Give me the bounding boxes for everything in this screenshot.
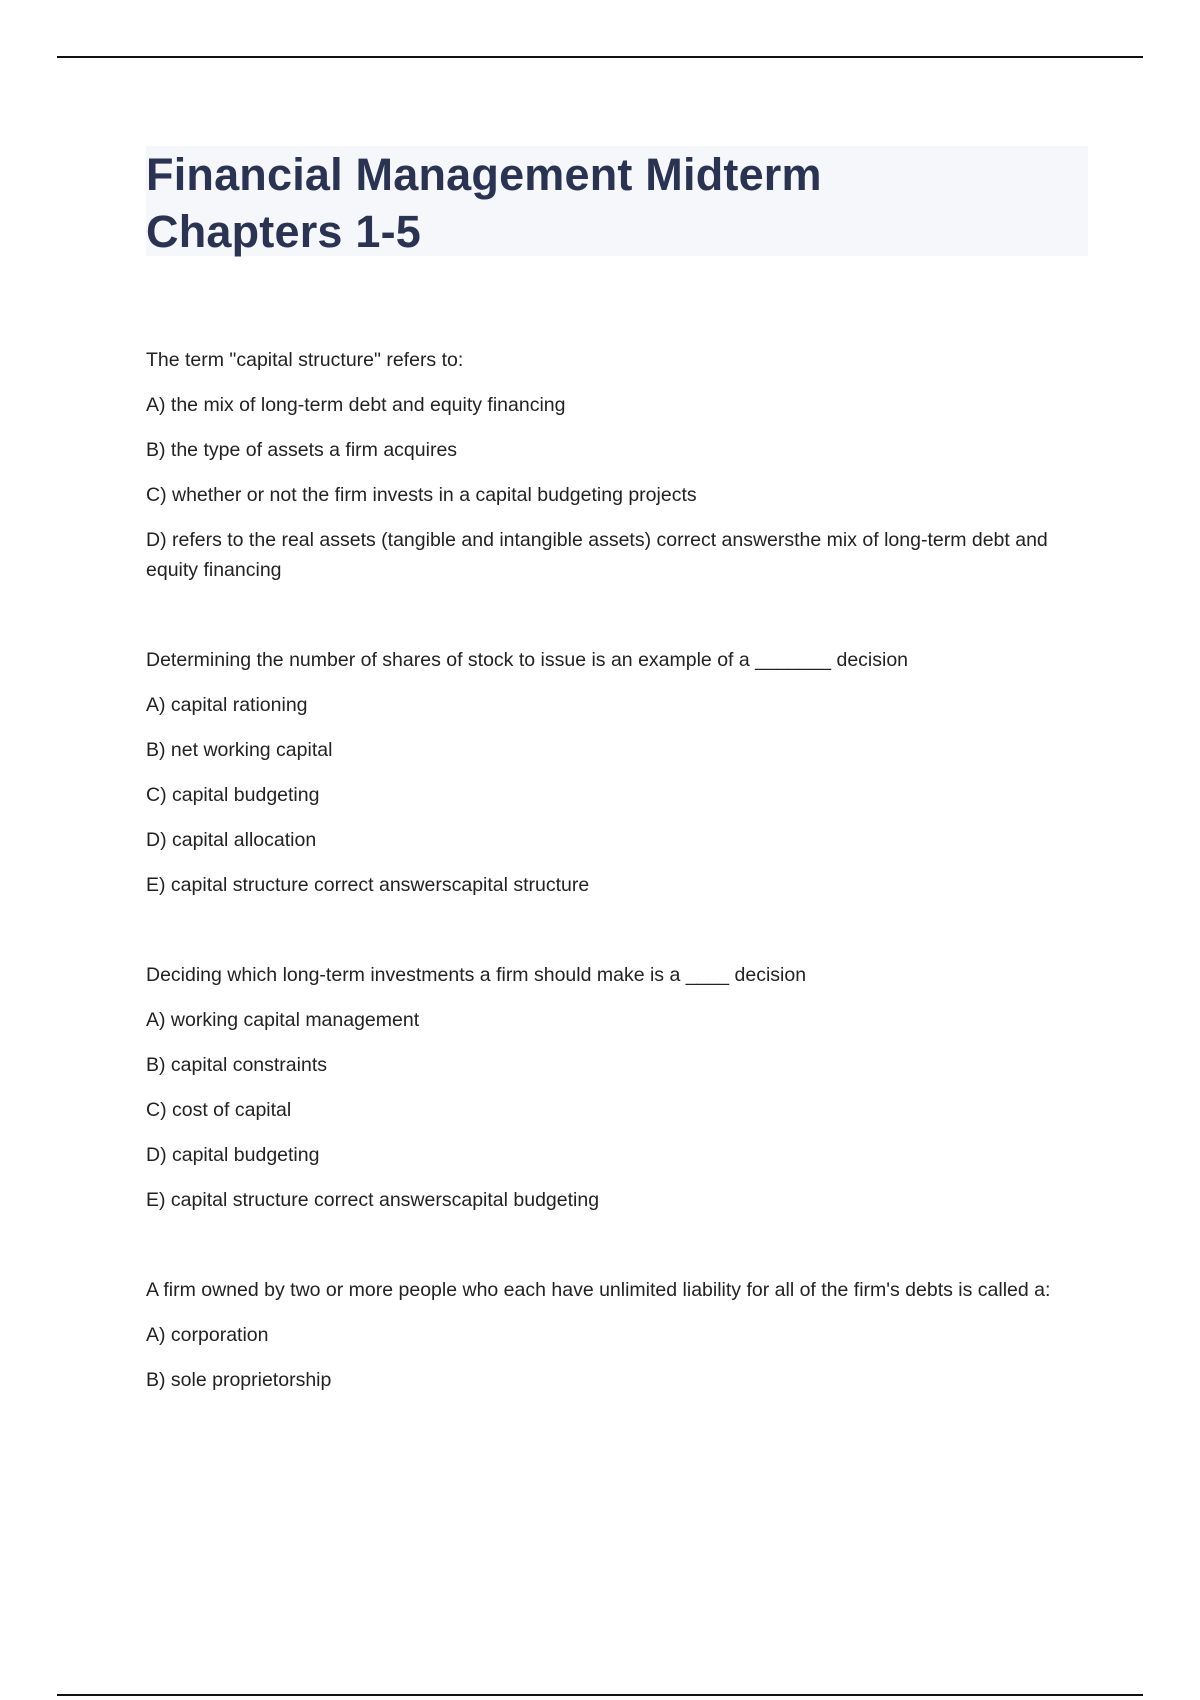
answer-option: C) cost of capital: [146, 1099, 292, 1121]
answer-option: C) capital budgeting: [146, 784, 320, 806]
answer-option: E) capital structure correct answerscapital budgeting: [146, 1189, 600, 1211]
bottom-rule: [57, 1694, 1143, 1696]
answer-option: B) net working capital: [146, 739, 333, 761]
answer-option: D) capital budgeting: [146, 1144, 320, 1166]
answer-option: B) capital constraints: [146, 1054, 327, 1076]
answer-option: B) sole proprietorship: [146, 1369, 332, 1391]
top-rule: [57, 56, 1143, 58]
question-4: [146, 1275, 1088, 1395]
answer-option: A) the mix of long-term debt and equity financing: [146, 394, 566, 416]
document-title: Financial Management Midterm Chapters 1-5: [146, 149, 822, 257]
title-block: [146, 146, 1088, 256]
answer-option: D) refers to the real assets (tangible and intangible assets) correct answersthe mix of long-term debt and equity financing: [146, 529, 1048, 581]
document-body: [146, 345, 1088, 1455]
question-stem: Deciding which long-term investments a firm should make is a ____ decision: [146, 964, 807, 986]
question-stem: Determining the number of shares of stock to issue is an example of a _______ decision: [146, 649, 909, 671]
answer-option: A) working capital management: [146, 1009, 420, 1031]
answer-option: B) the type of assets a firm acquires: [146, 439, 458, 461]
question-3: [146, 960, 1088, 1215]
answer-option: A) capital rationing: [146, 694, 308, 716]
answer-option: C) whether or not the firm invests in a capital budgeting projects: [146, 484, 697, 506]
answer-option: D) capital allocation: [146, 829, 317, 851]
answer-option: A) corporation: [146, 1324, 269, 1346]
question-stem: A firm owned by two or more people who each have unlimited liability for all of the firm's debts is called a:: [146, 1279, 1051, 1301]
question-stem: The term "capital structure" refers to:: [146, 349, 464, 371]
question-1: [146, 345, 1088, 585]
question-2: [146, 645, 1088, 900]
answer-option: E) capital structure correct answerscapital structure: [146, 874, 590, 896]
